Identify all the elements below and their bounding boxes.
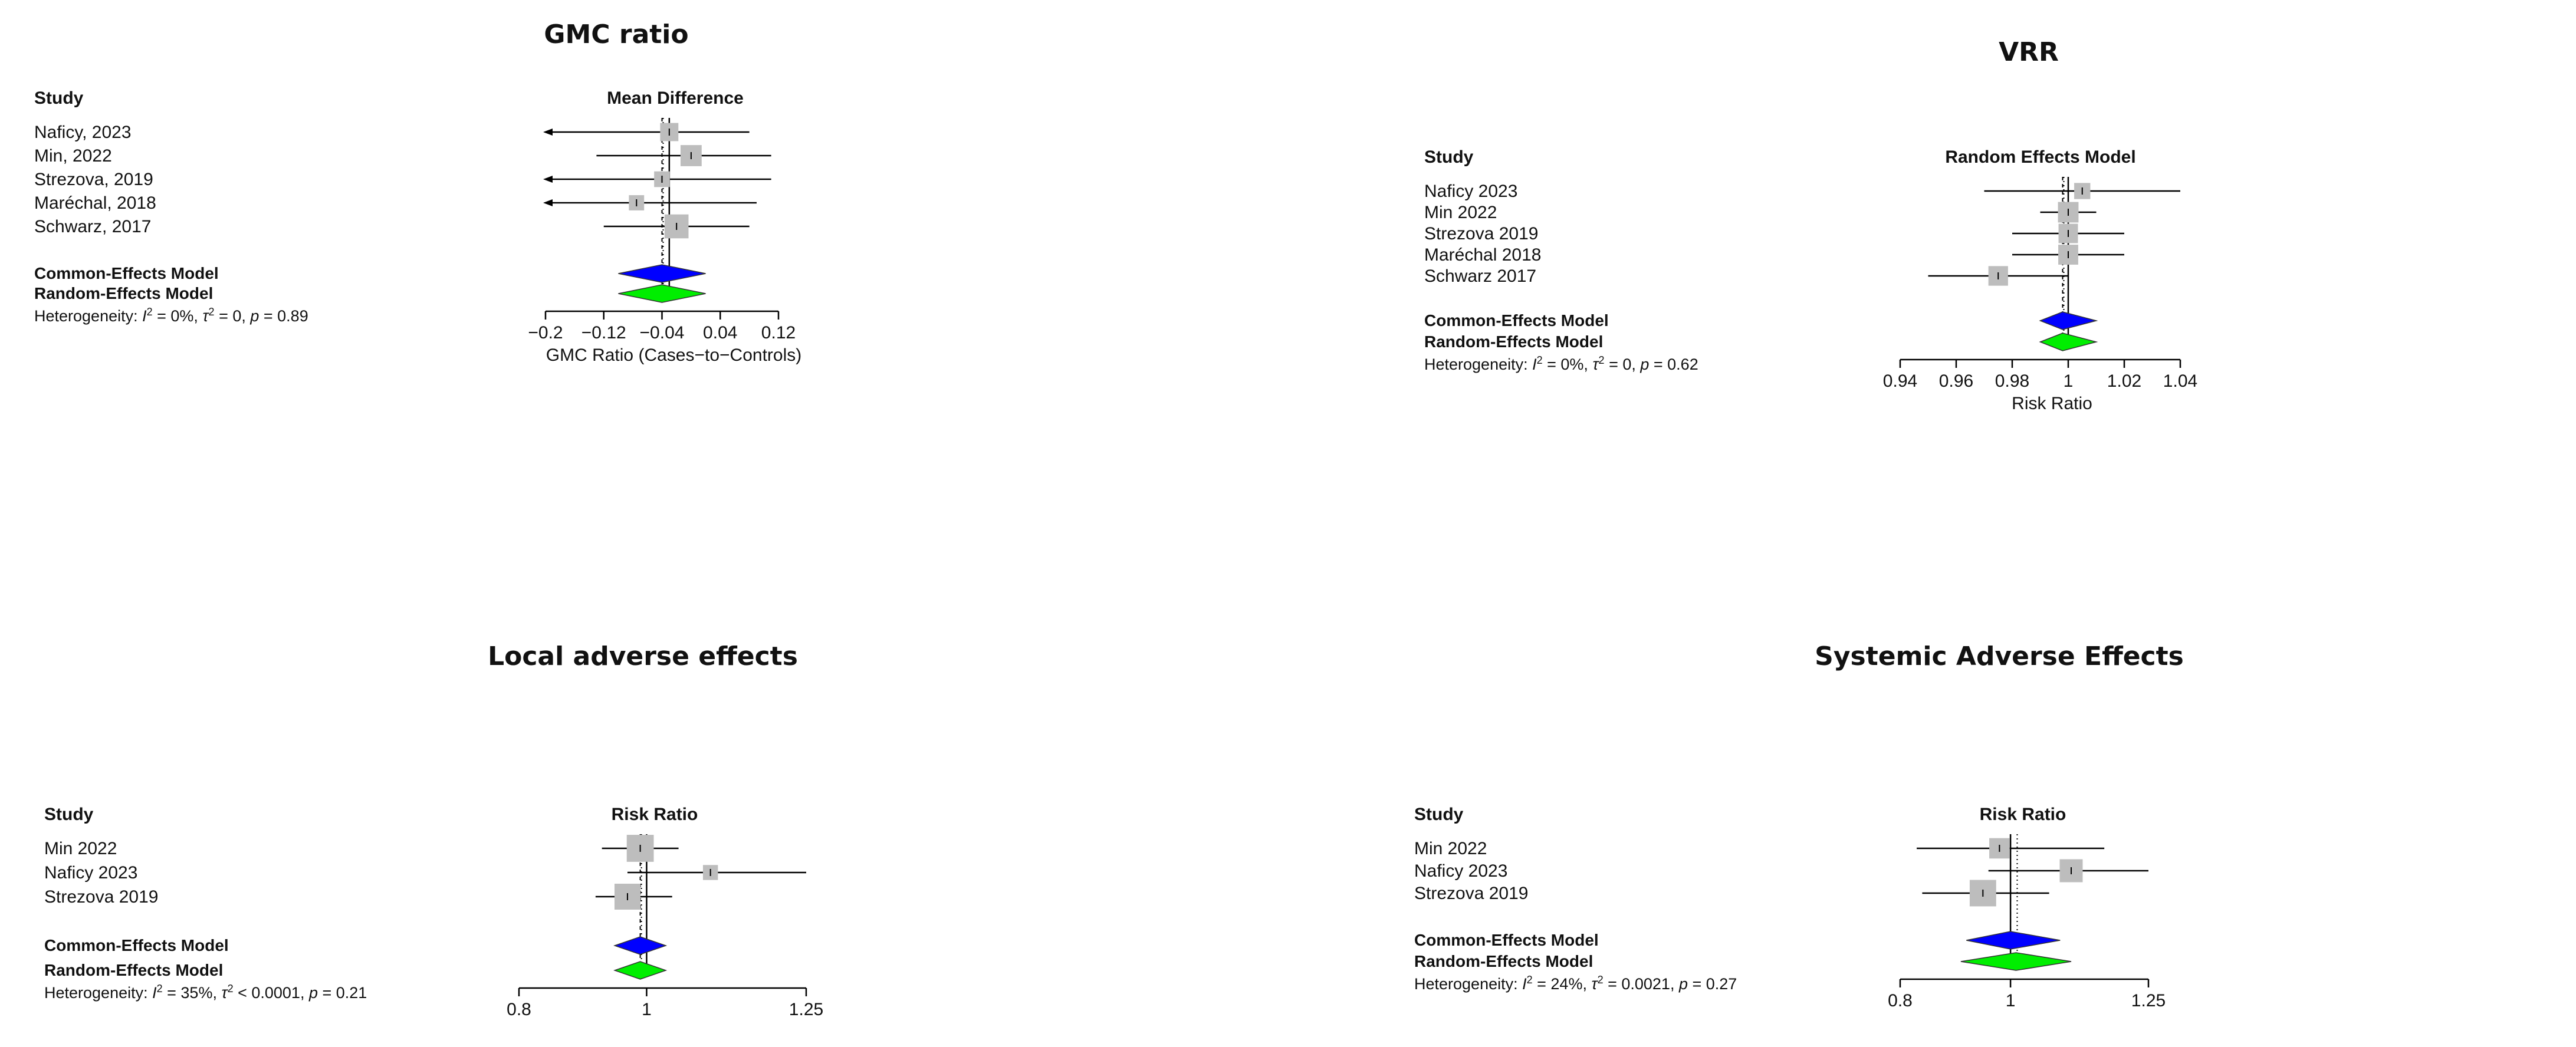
heterogeneity-part: p bbox=[1678, 975, 1688, 993]
study-name: Naficy 2023 bbox=[1424, 182, 1518, 201]
header-plot: Mean Difference bbox=[607, 88, 744, 108]
heterogeneity-part: 2 bbox=[227, 983, 234, 995]
study-name: Maréchal 2018 bbox=[1424, 245, 1542, 265]
heterogeneity-part: = 35%, bbox=[162, 984, 222, 1002]
heterogeneity-part: I bbox=[152, 984, 157, 1002]
pooled-model-name: Common-Effects Model bbox=[1424, 311, 1609, 330]
heterogeneity-part: τ bbox=[202, 307, 209, 325]
heterogeneity-part: = 0.21 bbox=[317, 984, 367, 1002]
study-name: Maréchal, 2018 bbox=[34, 193, 156, 213]
random-effect-diamond bbox=[618, 285, 705, 302]
header-plot: Random Effects Model bbox=[1945, 147, 2136, 167]
heterogeneity-part: 2 bbox=[1536, 354, 1543, 366]
study-name: Strezova 2019 bbox=[1424, 224, 1539, 243]
heterogeneity-part: τ bbox=[1591, 975, 1598, 993]
heterogeneity-part: = 0, bbox=[1604, 355, 1641, 373]
pooled-model-name: Random-Effects Model bbox=[1414, 952, 1593, 970]
heterogeneity-part: τ bbox=[1592, 355, 1599, 373]
heterogeneity-part: 2 bbox=[146, 306, 153, 318]
study-name: Schwarz 2017 bbox=[1424, 266, 1537, 286]
x-axis-tick-label: 0.94 bbox=[1882, 371, 1918, 391]
common-effect-diamond bbox=[2041, 312, 2097, 330]
x-axis-tick-label: 0.8 bbox=[1888, 991, 1913, 1010]
heterogeneity-part: = 0, bbox=[214, 307, 251, 325]
heterogeneity-part: = 0.62 bbox=[1649, 355, 1698, 373]
common-effect-diamond bbox=[1966, 931, 2060, 949]
pooled-model-name: Common-Effects Model bbox=[44, 936, 229, 954]
x-axis-tick-label: 0.04 bbox=[703, 323, 738, 343]
header-plot: Risk Ratio bbox=[1979, 805, 2066, 824]
heterogeneity-part: Heterogeneity: bbox=[34, 307, 143, 325]
x-axis-tick-label: 1.04 bbox=[2163, 371, 2198, 391]
random-effect-diamond bbox=[2041, 333, 2097, 351]
x-axis-tick-label: 1.25 bbox=[2131, 991, 2166, 1010]
chart-title: Systemic Adverse Effects bbox=[1815, 641, 2184, 671]
heterogeneity-stats bbox=[1414, 974, 1737, 992]
heterogeneity-part: p bbox=[308, 984, 318, 1002]
x-axis-title: Risk Ratio bbox=[2012, 394, 2092, 413]
heterogeneity-stats bbox=[1424, 355, 1698, 373]
study-name: Naficy 2023 bbox=[44, 863, 138, 883]
header-plot: Risk Ratio bbox=[611, 805, 698, 824]
pooled-model-name: Random-Effects Model bbox=[34, 284, 213, 302]
chart-title: VRR bbox=[1999, 37, 2059, 67]
study-name: Strezova 2019 bbox=[44, 887, 159, 907]
heterogeneity-part: Heterogeneity: bbox=[1414, 975, 1523, 993]
heterogeneity-part: Heterogeneity: bbox=[1424, 355, 1533, 373]
ci-arrow bbox=[543, 129, 553, 136]
heterogeneity-part: = 24%, bbox=[1532, 975, 1592, 993]
study-name: Min, 2022 bbox=[34, 146, 112, 166]
x-axis-title: GMC Ratio (Cases−to−Controls) bbox=[546, 345, 802, 365]
heterogeneity-stats bbox=[34, 307, 308, 324]
heterogeneity-part: < 0.0001, bbox=[233, 984, 309, 1002]
study-name: Naficy, 2023 bbox=[34, 123, 132, 142]
common-effect-diamond bbox=[615, 937, 666, 954]
x-axis-tick-label: −0.2 bbox=[528, 323, 563, 343]
pooled-model-name: Common-Effects Model bbox=[1414, 931, 1599, 949]
heterogeneity-part: 2 bbox=[1598, 354, 1605, 366]
x-axis-tick-label: 1 bbox=[642, 1000, 652, 1019]
heterogeneity-part: = 0.0021, bbox=[1603, 975, 1679, 993]
random-effect-diamond bbox=[1961, 953, 2071, 970]
heterogeneity-part: τ bbox=[221, 984, 228, 1002]
chart-title: GMC ratio bbox=[544, 19, 689, 50]
heterogeneity-part: 2 bbox=[1526, 974, 1533, 986]
pooled-model-name: Random-Effects Model bbox=[1424, 332, 1604, 351]
pooled-model-name: Random-Effects Model bbox=[44, 961, 224, 979]
header-study: Study bbox=[1424, 147, 1474, 167]
study-name: Naficy 2023 bbox=[1414, 861, 1508, 881]
x-axis-tick-label: 0.96 bbox=[1938, 371, 1974, 391]
heterogeneity-part: p bbox=[1640, 355, 1650, 373]
heterogeneity-part: Heterogeneity: bbox=[44, 984, 153, 1002]
heterogeneity-part: I bbox=[142, 307, 147, 325]
heterogeneity-part: = 0%, bbox=[152, 307, 203, 325]
common-effect-diamond bbox=[618, 265, 705, 282]
heterogeneity-part: = 0.27 bbox=[1687, 975, 1737, 993]
ci-arrow bbox=[543, 199, 553, 206]
heterogeneity-part: = 0%, bbox=[1542, 355, 1593, 373]
x-axis-tick-label: 0.98 bbox=[1995, 371, 2030, 391]
heterogeneity-part: p bbox=[250, 307, 259, 325]
heterogeneity-part: I bbox=[1522, 975, 1527, 993]
x-axis-tick-label: 1.02 bbox=[2107, 371, 2142, 391]
study-name: Strezova, 2019 bbox=[34, 170, 153, 189]
study-name: Schwarz, 2017 bbox=[34, 217, 152, 236]
x-axis-tick-label: 1 bbox=[2063, 371, 2074, 391]
ci-arrow bbox=[543, 176, 553, 183]
x-axis-tick-label: 1.25 bbox=[788, 1000, 824, 1019]
x-axis-tick-label: 0.12 bbox=[761, 323, 796, 343]
study-name: Min 2022 bbox=[1414, 839, 1487, 858]
heterogeneity-part: 2 bbox=[208, 306, 215, 318]
study-name: Min 2022 bbox=[1424, 203, 1497, 222]
x-axis-tick-label: 1 bbox=[2005, 991, 2016, 1010]
x-axis-tick-label: 0.8 bbox=[507, 1000, 531, 1019]
header-study: Study bbox=[44, 805, 94, 824]
random-effect-diamond bbox=[615, 962, 666, 979]
chart-title: Local adverse effects bbox=[488, 641, 798, 671]
study-name: Min 2022 bbox=[44, 839, 117, 858]
study-name: Strezova 2019 bbox=[1414, 884, 1529, 903]
x-axis-tick-label: −0.04 bbox=[639, 323, 685, 343]
pooled-model-name: Common-Effects Model bbox=[34, 264, 219, 282]
header-study: Study bbox=[34, 88, 84, 108]
heterogeneity-part: = 0.89 bbox=[259, 307, 308, 325]
x-axis-tick-label: −0.12 bbox=[581, 323, 626, 343]
heterogeneity-part: 2 bbox=[156, 983, 163, 995]
heterogeneity-part: I bbox=[1532, 355, 1537, 373]
header-study: Study bbox=[1414, 805, 1464, 824]
heterogeneity-part: 2 bbox=[1597, 974, 1604, 986]
heterogeneity-stats bbox=[44, 983, 367, 1001]
